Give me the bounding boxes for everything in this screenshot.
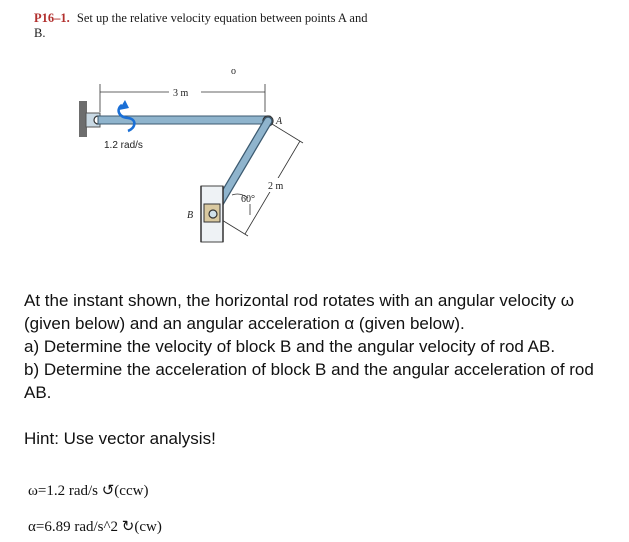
- dim-3m-label: 3 m: [173, 88, 189, 99]
- statement-line-3: b) Determine the acceleration of block B and the angular acceleration of rod AB.: [24, 360, 594, 402]
- problem-statement: [24, 289, 614, 404]
- problem-text: Set up the relative velocity equation between points A and B.: [34, 11, 368, 40]
- point-o-label: o: [231, 66, 236, 77]
- dim-2m-ext-top: [272, 124, 303, 143]
- pin-b: [209, 210, 217, 218]
- hint-text: Hint: Use vector analysis!: [24, 429, 216, 448]
- statement-line-1: At the instant shown, the horizontal rod rotates with an angular velocity ω (given below) and an angular acceleration α (given below).: [24, 291, 575, 333]
- statement-line-2: a) Determine the velocity of block B and the angular velocity of rod AB.: [24, 337, 556, 356]
- given-omega: ω=1.2 rad/s ↺(ccw): [28, 483, 149, 499]
- given-alpha: α=6.89 rad/s^2 ↻(cw): [28, 519, 162, 535]
- omega-label: 1.2 rad/s: [104, 140, 143, 151]
- dim-2m-label: 2 m: [268, 181, 284, 192]
- problem-number: P16–1.: [34, 11, 70, 25]
- point-a-label: A: [276, 116, 283, 127]
- angle-label: 60°: [241, 194, 255, 205]
- point-b-label: B: [187, 210, 194, 221]
